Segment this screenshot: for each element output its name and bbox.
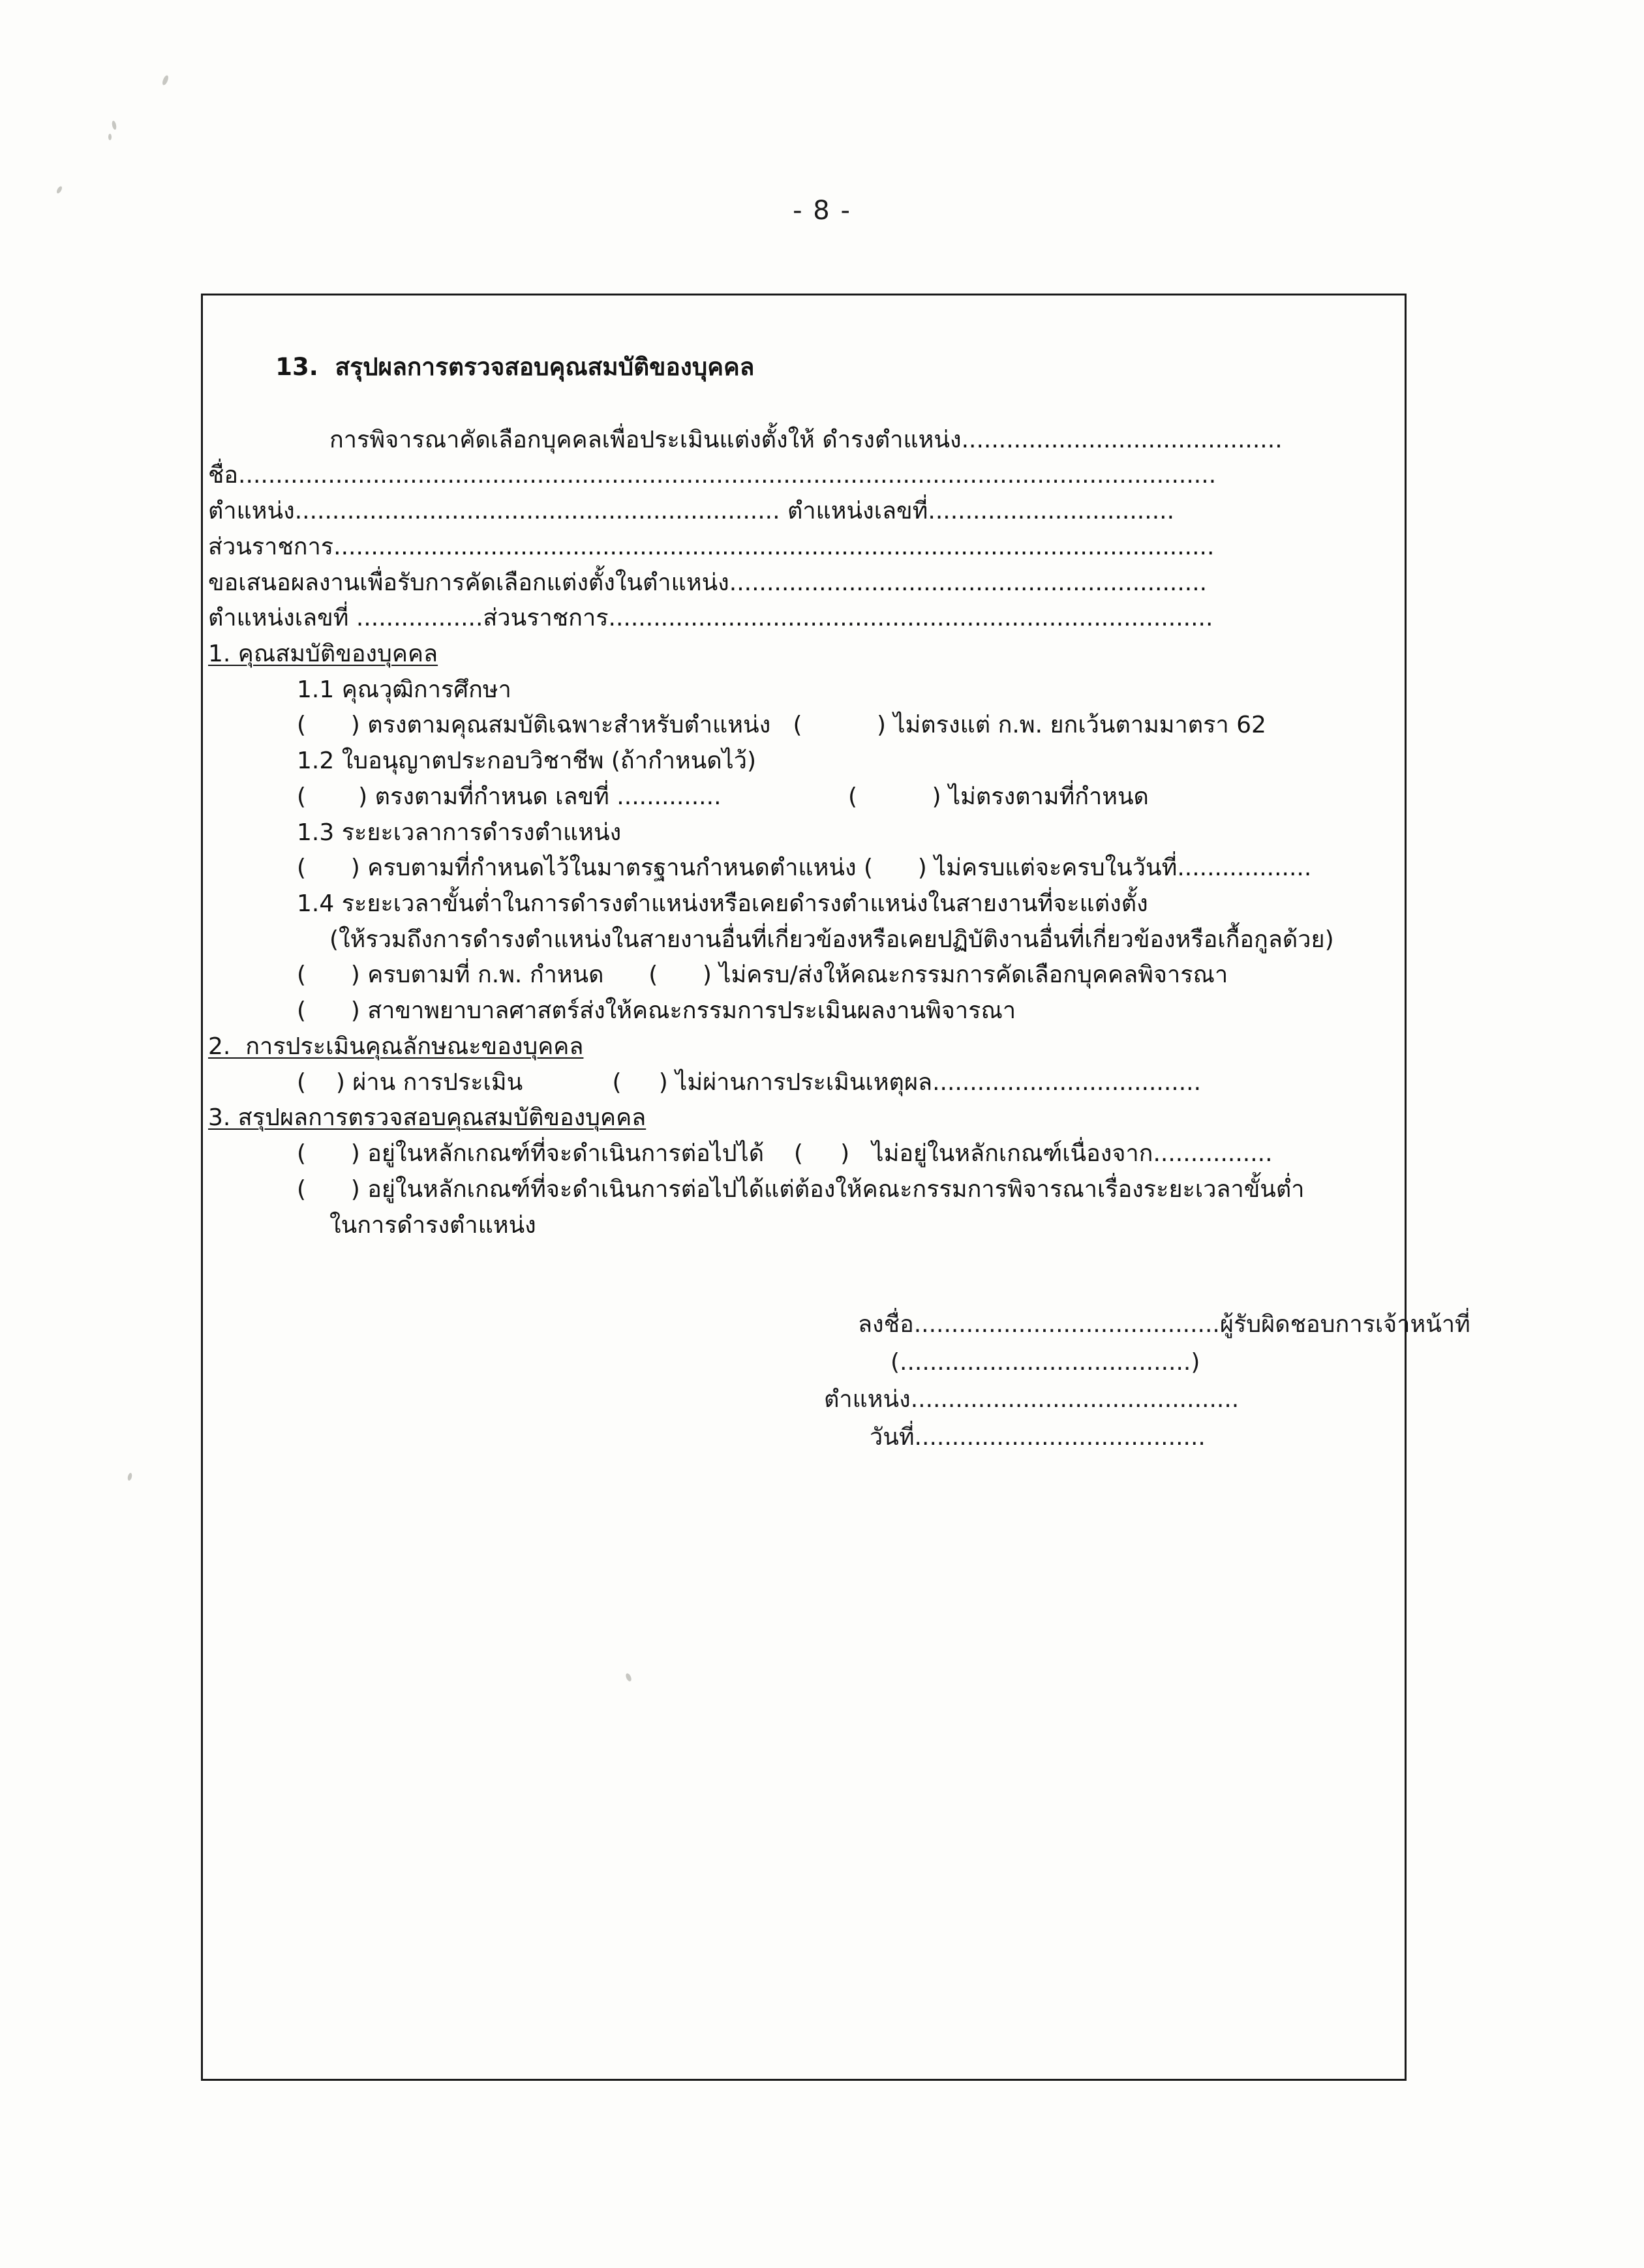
signature-date-line: วันที่....................................... bbox=[870, 1424, 1206, 1451]
item1-title: 1. คุณสมบัติของบุคคล bbox=[208, 641, 438, 668]
scan-speck bbox=[127, 1472, 133, 1481]
field-position-line: ตำแหน่ง................................................................. ตำแหน่งเลขที่................................. bbox=[208, 498, 1175, 525]
scan-speck bbox=[108, 134, 112, 140]
item2-options[interactable]: ( ) ผ่าน การประเมิน ( ) ไม่ผ่านการประเมินเหตุผล.................................... bbox=[297, 1068, 1202, 1096]
signature-name-line: (.......................................) bbox=[890, 1348, 1200, 1376]
form-border-box bbox=[201, 294, 1470, 2081]
signature-block bbox=[225, 1306, 1470, 1456]
item2-title: 2. การประเมินคุณลักษณะของบุคคล bbox=[208, 1033, 584, 1060]
item1-3-title: 1.3 ระยะเวลาการดำรงตำแหน่ง bbox=[297, 819, 622, 846]
item3-option-b[interactable]: ( ) อยู่ในหลักเกณฑ์ที่จะดำเนินการต่อไปได้แต่ต้องให้คณะกรรมการพิจารณาเรื่องระยะเวลาขั้นต่ำ bbox=[297, 1175, 1305, 1203]
signature-position-line: ตำแหน่ง............................................ bbox=[824, 1386, 1240, 1414]
scan-speck bbox=[55, 185, 63, 194]
page-number: - 8 - bbox=[793, 196, 851, 226]
item3-title: 3. สรุปผลการตรวจสอบคุณสมบัติของบุคคล bbox=[208, 1104, 647, 1132]
intro-line: การพิจารณาคัดเลือกบุคคลเพื่อประเมินแต่งตั้งให้ ดำรงตำแหน่ง........................................... bbox=[329, 426, 1283, 453]
section-title: สรุปผลการตรวจสอบคุณสมบัติของบุคคล bbox=[335, 353, 755, 382]
field-position-no-line: ตำแหน่งเลขที่ .................ส่วนราชการ................................................................................. bbox=[208, 605, 1213, 632]
scan-speck bbox=[161, 74, 169, 85]
item1-1-title: 1.1 คุณวุฒิการศึกษา bbox=[297, 676, 511, 703]
item1-4-note: (ให้รวมถึงการดำรงตำแหน่งในสายงานอื่นที่เกี่ยวข้องหรือเคยปฏิบัติงานอื่นที่เกี่ยวข้องหรือเกื้อกูลด้วย) bbox=[329, 926, 1334, 953]
item1-4-option-b[interactable]: ( ) สาขาพยาบาลศาสตร์ส่งให้คณะกรรมการประเมินผลงานพิจารณา bbox=[297, 997, 1016, 1025]
field-name-line: ชื่อ................................................................................................................................... bbox=[208, 462, 1217, 489]
field-proposal-line: ขอเสนอผลงานเพื่อรับการคัดเลือกแต่งตั้งในตำแหน่ง................................................................ bbox=[208, 569, 1208, 596]
section-heading bbox=[225, 312, 1382, 423]
item1-1-options[interactable]: ( ) ตรงตามคุณสมบัติเฉพาะสำหรับตำแหน่ง ( ) ไม่ตรงแต่ ก.พ. ยกเว้นตามมาตรา 62 bbox=[297, 712, 1266, 739]
item1-4-title: 1.4 ระยะเวลาขั้นต่ำในการดำรงตำแหน่งหรือเคยดำรงตำแหน่งในสายงานที่จะแต่งตั้ง bbox=[297, 890, 1148, 918]
item3-option-b-continued: ในการดำรงตำแหน่ง bbox=[329, 1211, 536, 1239]
item3-option-a[interactable]: ( ) อยู่ในหลักเกณฑ์ที่จะดำเนินการต่อไปได้ ( ) ไม่อยู่ในหลักเกณฑ์เนื่องจาก................ bbox=[297, 1140, 1273, 1168]
field-agency-line: ส่วนราชการ...................................................................................................................... bbox=[208, 533, 1215, 560]
item1-3-options[interactable]: ( ) ครบตามที่กำหนดไว้ในมาตรฐานกำหนดตำแหน่ง ( ) ไม่ครบแต่จะครบในวันที่.................. bbox=[297, 854, 1312, 882]
item1-4-option-a[interactable]: ( ) ครบตามที่ ก.พ. กำหนด ( ) ไม่ครบ/ส่งให้คณะกรรมการคัดเลือกบุคคลพิจารณา bbox=[297, 961, 1228, 989]
signature-line: ลงชื่อ.........................................ผู้รับผิดชอบการเจ้าหน้าที่ bbox=[858, 1311, 1470, 1338]
section-number: 13. bbox=[275, 353, 318, 382]
scan-speck bbox=[112, 121, 117, 130]
item1-2-options[interactable]: ( ) ตรงตามที่กำหนด เลขที่ .............. ( ) ไม่ตรงตามที่กำหนด bbox=[297, 783, 1149, 810]
item1-2-title: 1.2 ใบอนุญาตประกอบวิชาชีพ (ถ้ากำหนดไว้) bbox=[297, 748, 757, 775]
